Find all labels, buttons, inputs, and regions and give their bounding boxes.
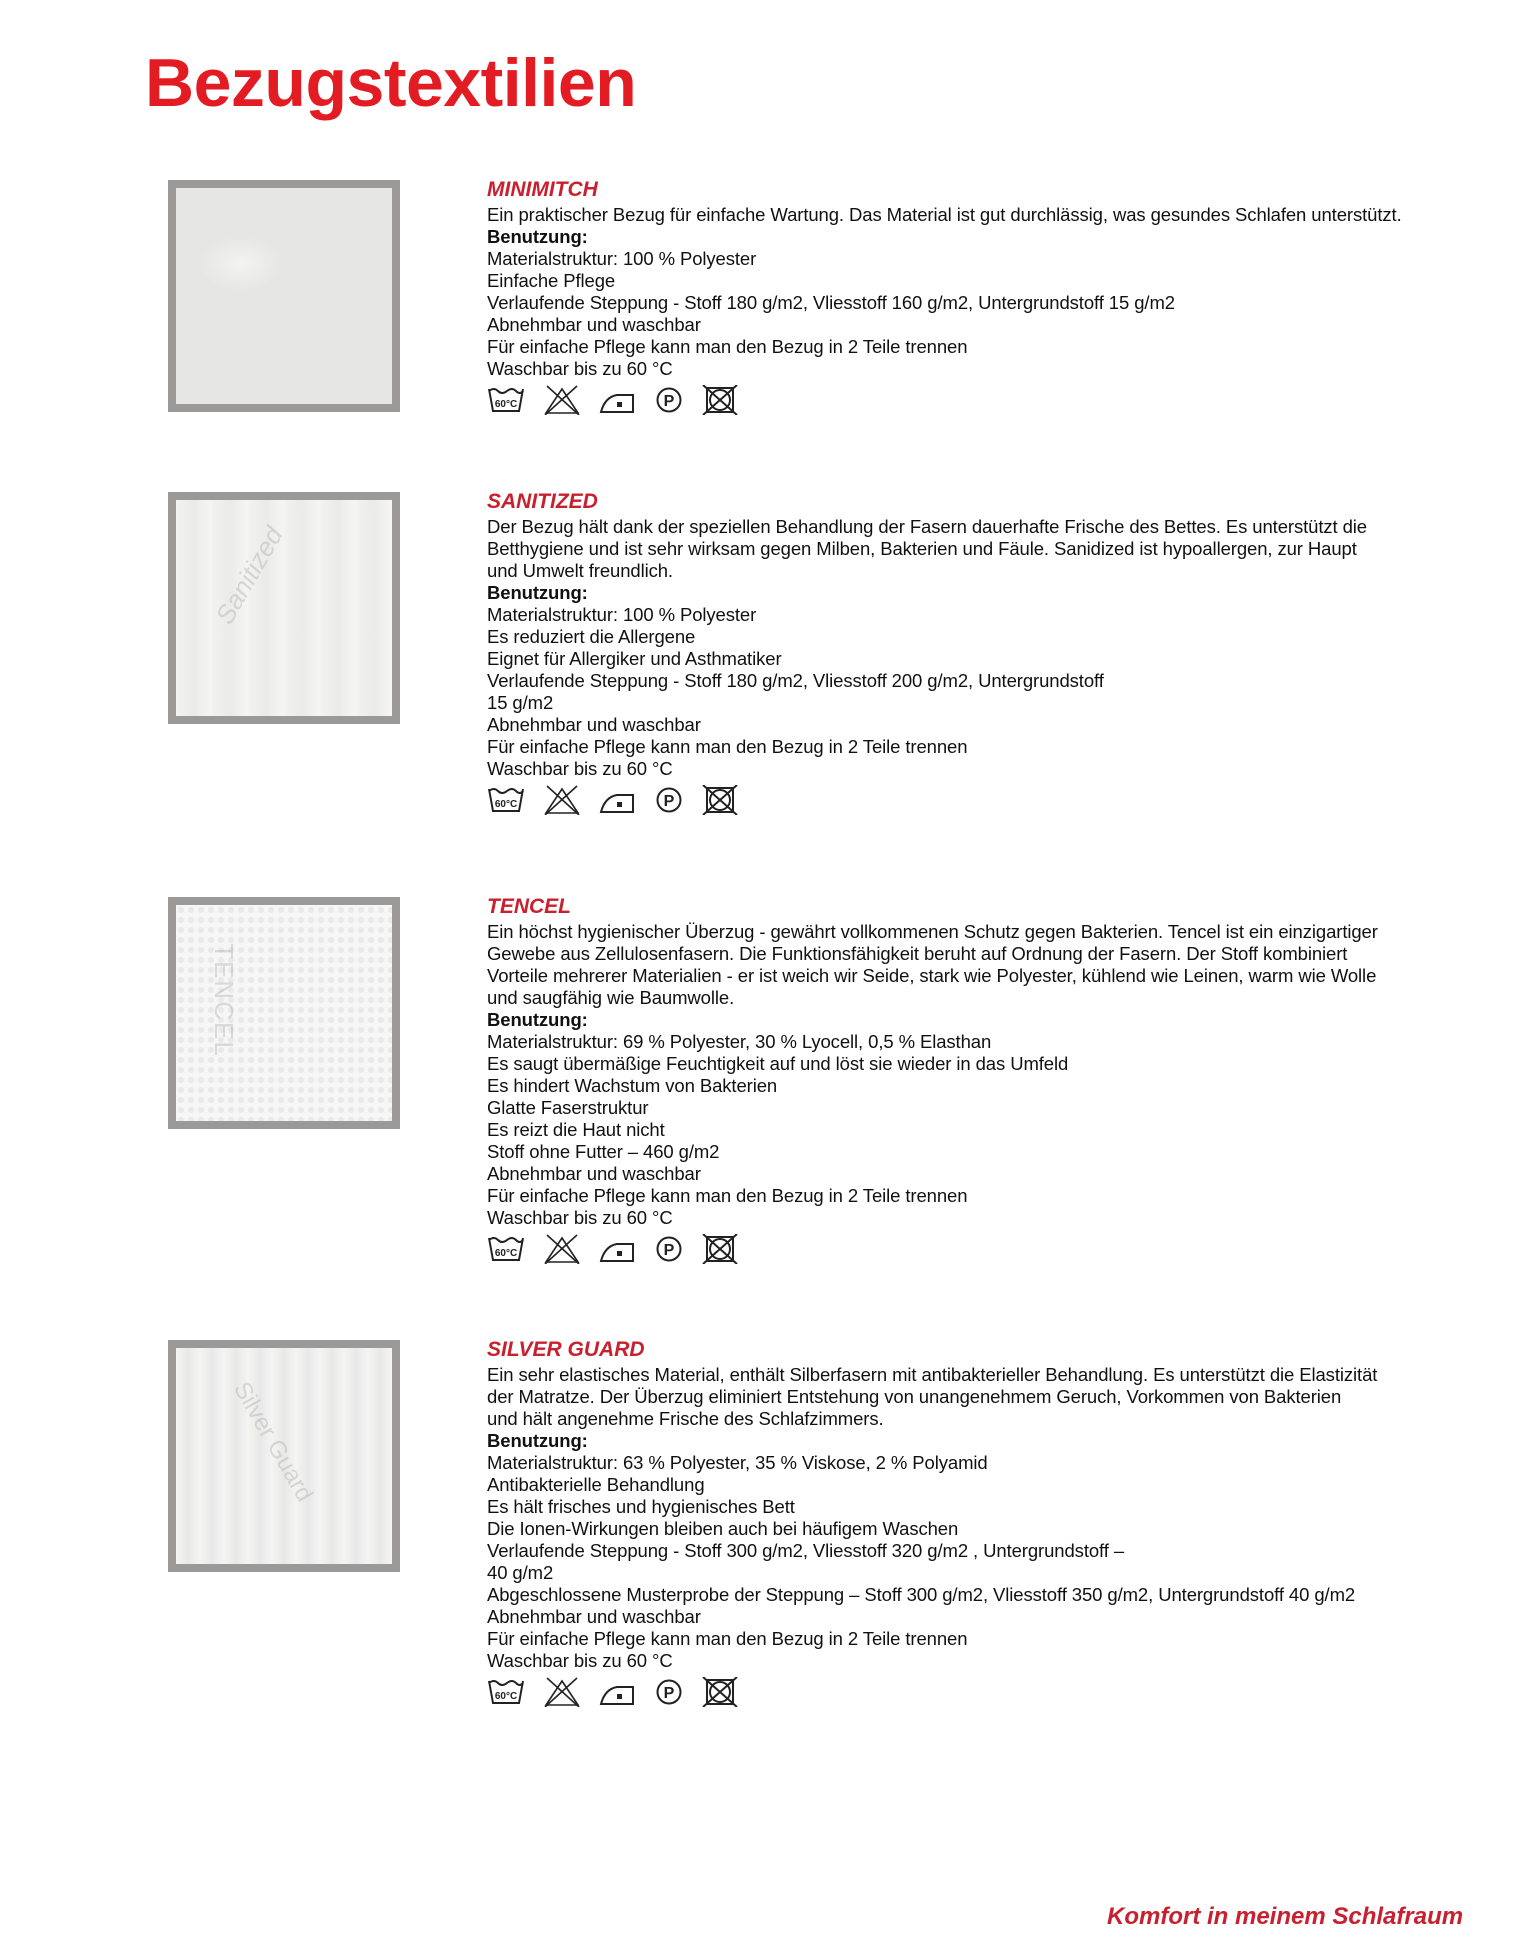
no-bleach-icon (543, 1234, 581, 1264)
footer-slogan: Komfort in meinem Schlafraum (1107, 1903, 1464, 1930)
usage-item: Abnehmbar und waschbar (487, 1606, 701, 1627)
usage-item: Verlaufende Steppung - Stoff 300 g/m2, Vliesstoff 320 g/m2 , Untergrundstoff – (487, 1540, 1125, 1561)
usage-item: Abnehmbar und waschbar (487, 714, 701, 735)
wash-60-icon (487, 385, 525, 415)
product-description-line: der Matratze. Der Überzug eliminiert Entstehung von unangenehmem Geruch, Vorkommen von Bakterien (487, 1386, 1342, 1407)
usage-item: Abnehmbar und waschbar (487, 1163, 701, 1184)
usage-item: Für einfache Pflege kann man den Bezug in 2 Teile trennen (487, 1628, 968, 1649)
fabric-texture (176, 188, 392, 404)
usage-item: Es hindert Wachstum von Bakterien (487, 1075, 778, 1096)
product-description-line: und Umwelt freundlich. (487, 560, 673, 581)
usage-item: Materialstruktur: 63 % Polyester, 35 % Viskose, 2 % Polyamid (487, 1452, 988, 1473)
usage-item: Abnehmbar und waschbar (487, 314, 701, 335)
svg-text:P: P (663, 793, 675, 810)
swatch-watermark: TENCEL (208, 943, 239, 1058)
usage-label: Benutzung: (487, 226, 588, 247)
fabric-texture (176, 500, 392, 716)
usage-item: Es hält frisches und hygienisches Bett (487, 1496, 795, 1517)
usage-item: Abgeschlossene Musterprobe der Steppung – Stoff 300 g/m2, Vliesstoff 350 g/m2, Untergrundstoff 40 g/m2 (487, 1584, 1356, 1605)
product-description-line: Ein höchst hygienischer Überzug - gewährt vollkommenen Schutz gegen Bakterien. Tencel ist ein einzigartiger (487, 921, 1378, 942)
usage-item: Verlaufende Steppung - Stoff 180 g/m2, Vliesstoff 200 g/m2, Untergrundstoff (487, 670, 1104, 691)
iron-low-icon (599, 1677, 637, 1707)
svg-text:60°C: 60°C (494, 399, 518, 410)
dry-clean-p-icon (655, 785, 683, 815)
usage-item: Materialstruktur: 100 % Polyester (487, 604, 757, 625)
swatch-watermark: Silver Guard (228, 1377, 319, 1507)
care-symbols-row (487, 383, 1497, 417)
fabric-swatch-image (168, 180, 400, 412)
care-symbols-row (487, 1232, 1497, 1266)
svg-text:P: P (663, 1685, 675, 1702)
product-title: SANITIZED (487, 490, 598, 513)
svg-text:P: P (663, 1242, 675, 1259)
usage-item: Es saugt übermäßige Feuchtigkeit auf und löst sie wieder in das Umfeld (487, 1053, 1069, 1074)
iron-low-icon (599, 1234, 637, 1264)
iron-low-icon (599, 785, 637, 815)
page-title: Bezugstextilien (145, 45, 637, 121)
fabric-swatch-image (168, 1340, 400, 1572)
product-title: SILVER GUARD (487, 1338, 645, 1361)
product-description-line: Ein sehr elastisches Material, enthält Silberfasern mit antibakterieller Behandlung. Es unterstützt die Elastizität (487, 1364, 1378, 1385)
usage-item: Es reduziert die Allergene (487, 626, 696, 647)
usage-item: 40 g/m2 (487, 1562, 554, 1583)
usage-item: Für einfache Pflege kann man den Bezug in 2 Teile trennen (487, 736, 968, 757)
no-bleach-icon (543, 785, 581, 815)
product-description-line: Der Bezug hält dank der speziellen Behandlung der Fasern dauerhafte Frische des Bettes. Es unterstützt die (487, 516, 1367, 537)
usage-item: Waschbar bis zu 60 °C (487, 358, 673, 379)
usage-item: Materialstruktur: 69 % Polyester, 30 % Lyocell, 0,5 % Elasthan (487, 1031, 992, 1052)
svg-text:60°C: 60°C (494, 1691, 518, 1702)
product-text-block (487, 490, 1497, 817)
usage-item: Für einfache Pflege kann man den Bezug in 2 Teile trennen (487, 336, 968, 357)
no-tumble-dry-icon (701, 1234, 739, 1264)
product-description-line: und saugfähig wie Baumwolle. (487, 987, 735, 1008)
usage-item: Stoff ohne Futter – 460 g/m2 (487, 1141, 720, 1162)
no-tumble-dry-icon (701, 1677, 739, 1707)
product-text-block (487, 178, 1497, 417)
usage-label: Benutzung: (487, 582, 588, 603)
usage-item: Es reizt die Haut nicht (487, 1119, 665, 1140)
wash-60-icon (487, 1677, 525, 1707)
fabric-swatch-image (168, 492, 400, 724)
svg-text:60°C: 60°C (494, 1248, 518, 1259)
product-description-line: und hält angenehme Frische des Schlafzimmers. (487, 1408, 884, 1429)
usage-item: Waschbar bis zu 60 °C (487, 1207, 673, 1228)
no-bleach-icon (543, 1677, 581, 1707)
usage-item: Eignet für Allergiker und Asthmatiker (487, 648, 782, 669)
product-description-line: Vorteile mehrerer Materialien - er ist weich wir Seide, stark wie Polyester, kühlend wie Leinen, warm wie Wolle (487, 965, 1377, 986)
dry-clean-p-icon (655, 1677, 683, 1707)
product-description-line: Betthygiene und ist sehr wirksam gegen Milben, Bakterien und Fäule. Sanidized ist hypoallergen, zur Haupt (487, 538, 1357, 559)
swatch-watermark: Sanitized (209, 521, 289, 630)
product-text-block (487, 1338, 1497, 1709)
iron-low-icon (599, 385, 637, 415)
product-text-block (487, 895, 1497, 1266)
usage-item: Für einfache Pflege kann man den Bezug in 2 Teile trennen (487, 1185, 968, 1206)
product-title: MINIMITCH (487, 178, 598, 201)
product-description-line: Gewebe aus Zellulosenfasern. Die Funktionsfähigkeit beruht auf Ordnung der Fasern. Der Stoff kombiniert (487, 943, 1348, 964)
usage-label: Benutzung: (487, 1009, 588, 1030)
usage-item: Verlaufende Steppung - Stoff 180 g/m2, Vliesstoff 160 g/m2, Untergrundstoff 15 g/m2 (487, 292, 1175, 313)
svg-text:60°C: 60°C (494, 799, 518, 810)
usage-item: Glatte Faserstruktur (487, 1097, 649, 1118)
usage-item: Waschbar bis zu 60 °C (487, 1650, 673, 1671)
dry-clean-p-icon (655, 1234, 683, 1264)
usage-label: Benutzung: (487, 1430, 588, 1451)
svg-text:P: P (663, 393, 675, 410)
fabric-swatch-image (168, 897, 400, 1129)
usage-item: Antibakterielle Behandlung (487, 1474, 705, 1495)
usage-item: Einfache Pflege (487, 270, 616, 291)
product-title: TENCEL (487, 895, 571, 918)
usage-item: Die Ionen-Wirkungen bleiben auch bei häufigem Waschen (487, 1518, 959, 1539)
dry-clean-p-icon (655, 385, 683, 415)
product-description-line: Ein praktischer Bezug für einfache Wartung. Das Material ist gut durchlässig, was gesundes Schlafen unterstützt. (487, 204, 1402, 225)
care-symbols-row (487, 783, 1497, 817)
wash-60-icon (487, 785, 525, 815)
no-tumble-dry-icon (701, 785, 739, 815)
usage-item: Materialstruktur: 100 % Polyester (487, 248, 757, 269)
care-symbols-row (487, 1675, 1497, 1709)
usage-item: 15 g/m2 (487, 692, 554, 713)
wash-60-icon (487, 1234, 525, 1264)
no-bleach-icon (543, 385, 581, 415)
usage-item: Waschbar bis zu 60 °C (487, 758, 673, 779)
no-tumble-dry-icon (701, 385, 739, 415)
